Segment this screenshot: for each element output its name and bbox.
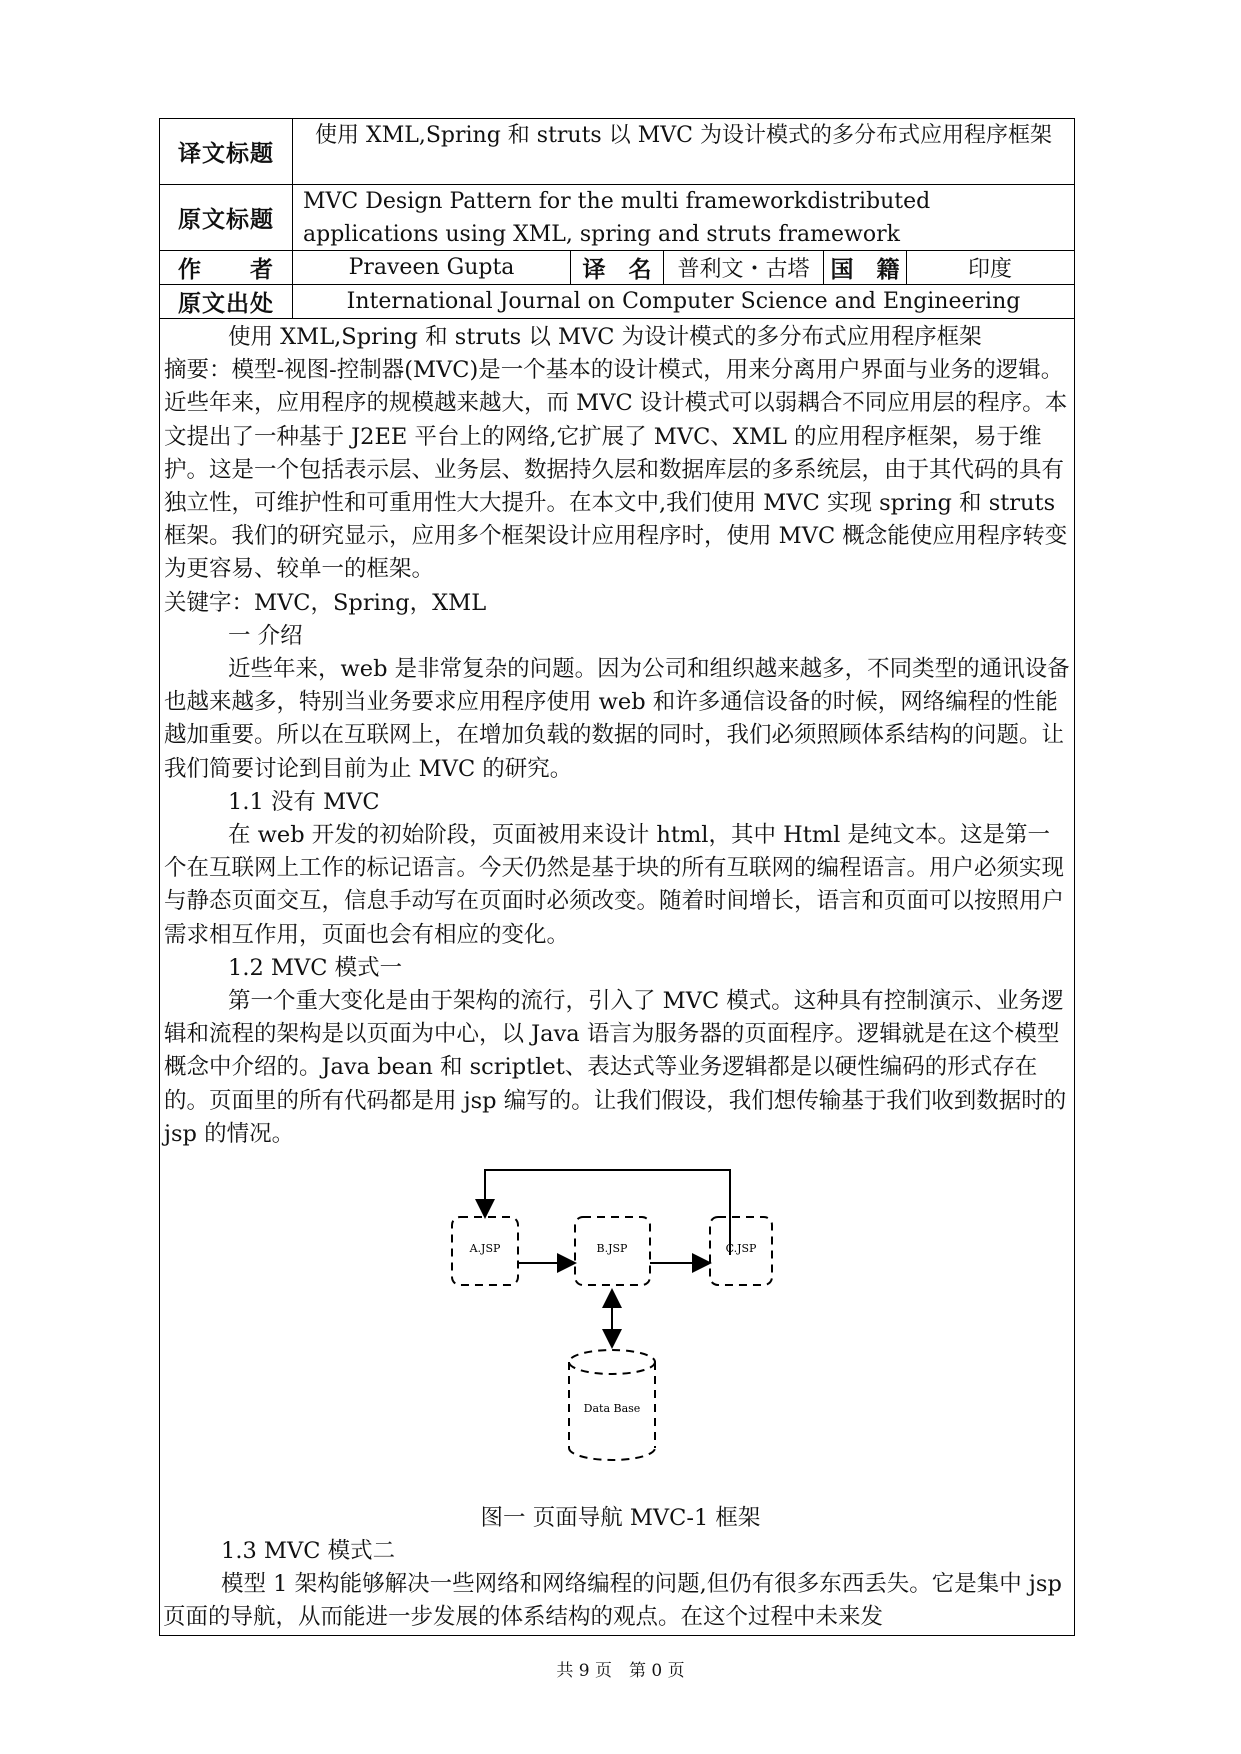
translation-title-label: 译文标题	[160, 119, 293, 184]
node-a-label: A.JSP	[469, 1242, 501, 1255]
section-1-3-heading: 1.3 MVC 模式二	[221, 1538, 396, 1564]
figure-caption: 图一 页面导航 MVC-1 框架	[480, 1505, 761, 1531]
section-1-1-paragraph: 在 web 开发的初始阶段，页面被用来设计 html，其中 Html 是纯文本。这是第一个在互联网上工作的标记语言。今天仍然是基于块的所有互联网的编程语言。用户必须实现与静态页面交互，信息手动写在页面时必须改变。随着时间增长，语言和页面可以按照用户需求相互作用，页面也会有相应的变化。	[164, 822, 1065, 948]
body-text	[160, 321, 1074, 1151]
abstract: 摘要：模型-视图-控制器(MVC)是一个基本的设计模式，用来分离用户界面与业务的逻辑。近些年来，应用程序的规模越来越大，而 MVC 设计模式可以弱耦合不同应用层的程序。本文提出了一种基于 J2EE 平台上的网络,它扩展了 MVC、XML 的应用程序框架，易于维护。这是一个包括表示层、业务层、数据持久层和数据库层的多系统层，由于其代码的具有独立性，可维护性和可重用性大大提升。在本文中,我们使用 MVC 实现 spring 和 struts 框架。我们的研究显示，应用多个框架设计应用程序时，使用 MVC 概念能使应用程序转变为更容易、较单一的框架。	[164, 357, 1068, 583]
section-1-heading: 一 介绍	[228, 622, 303, 649]
translated-name: 普利文・古塔	[664, 251, 824, 284]
page-footer: 共 9 页 第 0 页	[556, 1661, 685, 1681]
nationality: 印度	[967, 257, 1012, 282]
section-1-2-heading: 1.2 MVC 模式一	[228, 954, 403, 981]
translation-title: 使用 XML,Spring 和 struts 以 MVC 为设计模式的多分布式应用程序框架	[315, 123, 1052, 148]
row-author	[160, 251, 1074, 285]
section-1-2-paragraph: 第一个重大变化是由于架构的流行，引入了 MVC 模式。这种具有控制演示、业务逻辑和流程的架构是以页面为中心，以 Java 语言为服务器的页面程序。逻辑就是在这个模型概念中介绍的。Java bean 和 scriptlet、表达式等业务逻辑都是以硬性编码的形式存在的。页面里的所有代码都是用 jsp 编写的。让我们假设，我们想传输基于我们收到数据时的 jsp 的情况。	[164, 988, 1067, 1147]
source: International Journal on Computer Science and Engineering	[346, 289, 1021, 314]
original-title: MVC Design Pattern for the multi frameworkdistributed applications using XML, spring and struts framework	[303, 189, 931, 247]
tail-text	[159, 1535, 1075, 1635]
database-label: Data Base	[583, 1402, 641, 1415]
row-source	[160, 285, 1074, 319]
original-title-label: 原文标题	[160, 185, 293, 250]
author-label: 作 者	[160, 251, 293, 284]
body-title: 使用 XML,Spring 和 struts 以 MVC 为设计模式的多分布式应用程序框架	[228, 324, 982, 350]
mvc1-diagram	[430, 1150, 810, 1480]
node-c-label: C.JSP	[725, 1242, 757, 1255]
source-label: 原文出处	[160, 285, 293, 318]
section-1-3-paragraph: 模型 1 架构能够解决一些网络和网络编程的问题,但仍有很多东西丢失。它是集中 jsp 页面的导航，从而能进一步发展的体系结构的观点。在这个过程中未来发	[163, 1571, 1062, 1631]
keywords: 关键字：MVC，Spring，XML	[164, 589, 487, 616]
nationality-label: 国 籍	[824, 251, 907, 284]
author: Praveen Gupta	[293, 251, 571, 284]
node-b-label: B.JSP	[596, 1242, 628, 1255]
translated-name-label: 译 名	[571, 251, 664, 284]
row-translation-title	[160, 119, 1074, 185]
row-original-title	[160, 185, 1074, 251]
section-1-paragraph: 近些年来，web 是非常复杂的问题。因为公司和组织越来越多，不同类型的通讯设备也越来越多，特别当业务要求应用程序使用 web 和许多通信设备的时候，网络编程的性能越加重要。所以在互联网上，在增加负载的数据的同时，我们必须照顾体系结构的问题。让我们简要讨论到目前为止 MVC 的研究。	[164, 656, 1070, 782]
section-1-1-heading: 1.1 没有 MVC	[228, 788, 380, 815]
